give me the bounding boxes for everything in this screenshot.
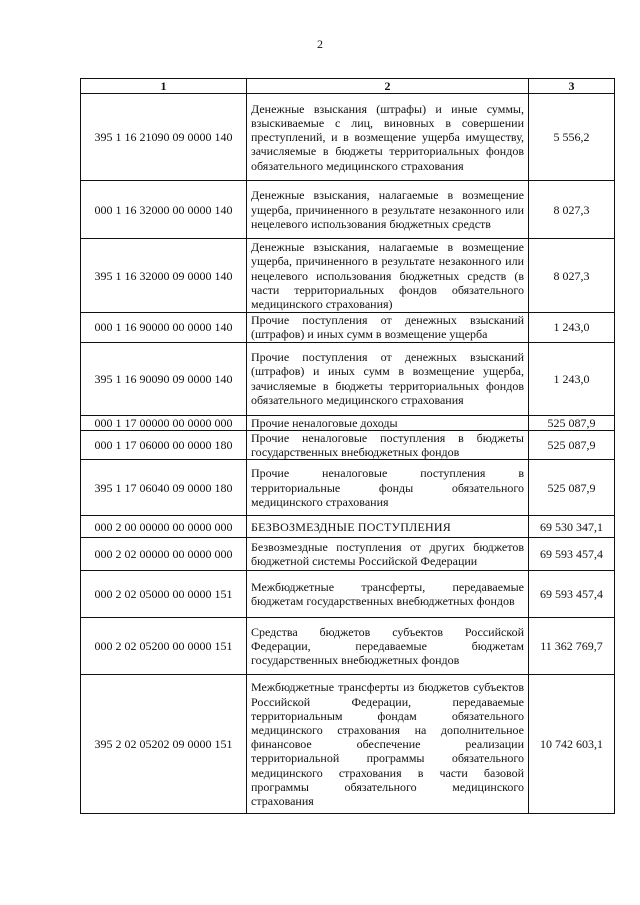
revenue-name: Денежные взыскания, налагаемые в возмещение ущерба, причиненного в результате незаконного или нецелевого использования бюджетных средств <box>247 181 529 239</box>
revenue-name: Межбюджетные трансферты из бюджетов субъектов Российской Федерации, передаваемые территориальным фондам обязательного медицинского страхования на дополнительное финансовое обеспечение реализации территориальной программы обязательного медицинского страхования в части базовой программы обязательного медицинского страхования <box>247 675 529 814</box>
revenue-sum: 10 742 603,1 <box>529 675 615 814</box>
budget-code: 000 1 16 90000 00 0000 140 <box>81 313 247 342</box>
page-number: 2 <box>317 37 323 51</box>
header-sum-column: 3 <box>529 79 615 94</box>
table-row <box>81 571 615 618</box>
revenue-sum: 69 593 457,4 <box>529 571 615 618</box>
header-name-column: 2 <box>247 79 529 94</box>
budget-code: 000 2 02 00000 00 0000 000 <box>81 538 247 571</box>
budget-code: 395 1 16 21090 09 0000 140 <box>81 94 247 181</box>
table-row <box>81 675 615 814</box>
budget-code: 395 1 17 06040 09 0000 180 <box>81 460 247 516</box>
budget-code: 000 2 02 05000 00 0000 151 <box>81 571 247 618</box>
revenue-sum: 69 530 347,1 <box>529 516 615 538</box>
revenue-sum: 525 087,9 <box>529 460 615 516</box>
revenue-name: Межбюджетные трансферты, передаваемые бюджетам государственных внебюджетных фондов <box>247 571 529 618</box>
table-row <box>81 430 615 459</box>
revenue-sum: 8 027,3 <box>529 181 615 239</box>
budget-code: 000 1 17 06000 00 0000 180 <box>81 430 247 459</box>
revenue-name: Прочие неналоговые доходы <box>247 415 529 430</box>
revenue-sum: 8 027,3 <box>529 239 615 313</box>
table-row <box>81 415 615 430</box>
revenue-sum: 11 362 769,7 <box>529 618 615 675</box>
header-code-column: 1 <box>81 79 247 94</box>
table-row <box>81 342 615 415</box>
budget-code: 395 1 16 32000 09 0000 140 <box>81 239 247 313</box>
revenue-name: БЕЗВОЗМЕЗДНЫЕ ПОСТУПЛЕНИЯ <box>247 516 529 538</box>
revenue-sum: 525 087,9 <box>529 430 615 459</box>
budget-code: 395 1 16 90090 09 0000 140 <box>81 342 247 415</box>
table-row <box>81 538 615 571</box>
budget-code: 000 2 00 00000 00 0000 000 <box>81 516 247 538</box>
revenue-name: Безвозмездные поступления от других бюджетов бюджетной системы Российской Федерации <box>247 538 529 571</box>
revenue-sum: 69 593 457,4 <box>529 538 615 571</box>
budget-code: 395 2 02 05202 09 0000 151 <box>81 675 247 814</box>
revenue-name: Прочие поступления от денежных взысканий (штрафов) и иных сумм в возмещение ущерба <box>247 313 529 342</box>
revenue-name: Прочие поступления от денежных взысканий (штрафов) и иных сумм в возмещение ущерба, зачисляемые в бюджеты территориальных фондов обязательного медицинского страхования <box>247 342 529 415</box>
budget-code: 000 1 17 00000 00 0000 000 <box>81 415 247 430</box>
table-row <box>81 239 615 313</box>
revenue-name: Прочие неналоговые поступления в территориальные фонды обязательного медицинского страхования <box>247 460 529 516</box>
table-row <box>81 460 615 516</box>
budget-code: 000 2 02 05200 00 0000 151 <box>81 618 247 675</box>
revenue-sum: 1 243,0 <box>529 342 615 415</box>
table-header-row <box>81 79 615 94</box>
revenue-name: Денежные взыскания, налагаемые в возмещение ущерба, причиненного в результате незаконного или нецелевого использования бюджетных средств (в части территориальных фондов обязательного медицинского страхования) <box>247 239 529 313</box>
table-row <box>81 94 615 181</box>
revenue-name: Средства бюджетов субъектов Российской Федерации, передаваемые бюджетам государственных внебюджетных фондов <box>247 618 529 675</box>
budget-code: 000 1 16 32000 00 0000 140 <box>81 181 247 239</box>
revenue-name: Денежные взыскания (штрафы) и иные суммы, взыскиваемые с лиц, виновных в совершении преступлений, и в возмещение ущерба имуществу, зачисляемые в бюджеты территориальных фондов обязательного медицинского страхования <box>247 94 529 181</box>
table-row <box>81 313 615 342</box>
revenue-name: Прочие неналоговые поступления в бюджеты государственных внебюджетных фондов <box>247 430 529 459</box>
revenue-sum: 1 243,0 <box>529 313 615 342</box>
table-row <box>81 516 615 538</box>
revenue-sum: 525 087,9 <box>529 415 615 430</box>
table-row <box>81 618 615 675</box>
table-row <box>81 181 615 239</box>
revenue-sum: 5 556,2 <box>529 94 615 181</box>
revenue-table <box>80 78 615 814</box>
